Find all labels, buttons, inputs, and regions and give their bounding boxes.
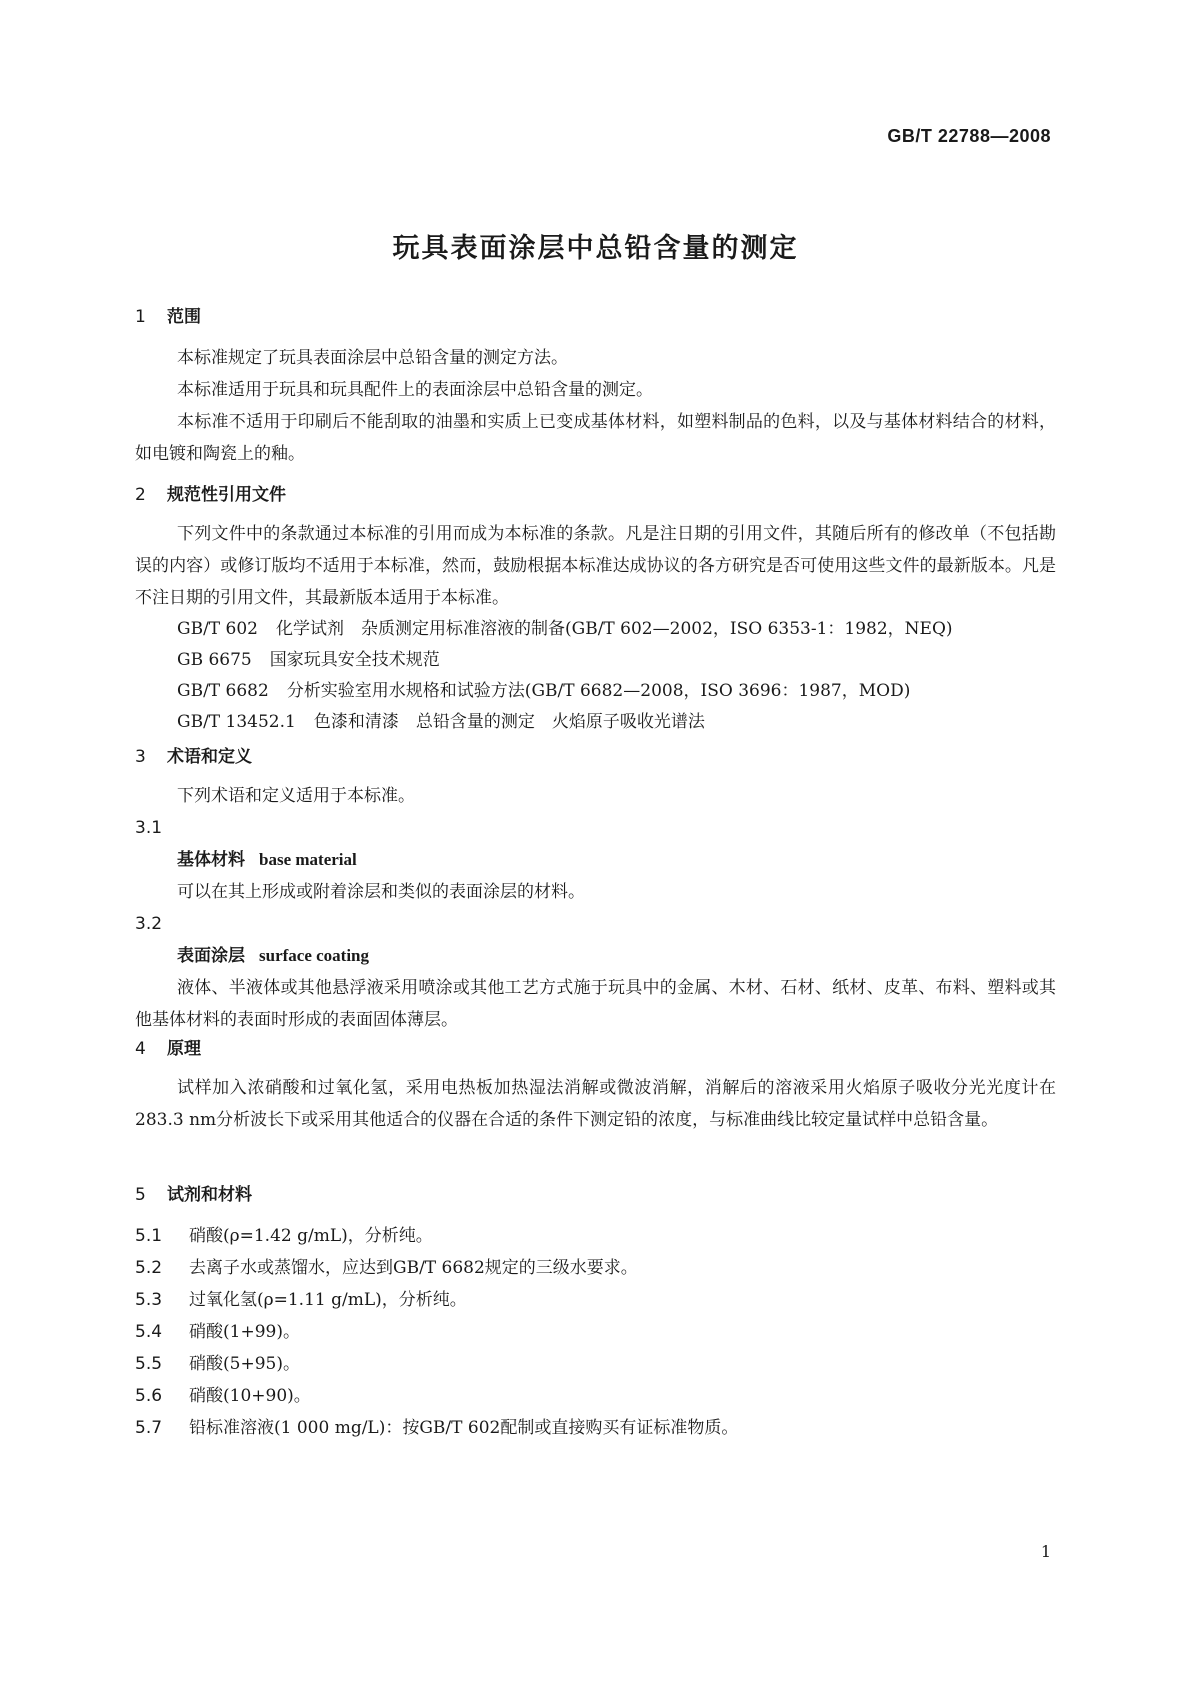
section-reagents-body (135, 1220, 1056, 1444)
reagent-item (135, 1252, 1056, 1284)
reagent-item (135, 1348, 1056, 1380)
section-normative-references (135, 480, 1056, 505)
section-title: 原理 (167, 1039, 201, 1059)
item-text: 过氧化氢(ρ=1.11 g/mL)，分析纯。 (189, 1290, 467, 1310)
reference-code: GB/T 602 (177, 619, 258, 639)
reference-item (135, 676, 1056, 707)
item-number: 5.7 (135, 1418, 163, 1438)
reference-item (135, 645, 1056, 676)
section-heading (135, 302, 1056, 327)
reference-title: 色漆和清漆 总铅含量的测定 火焰原子吸收光谱法 (313, 712, 705, 732)
section-principle (135, 1034, 1056, 1059)
section-heading (135, 1034, 1056, 1059)
term-heading (135, 844, 1056, 876)
paragraph: 本标准规定了玩具表面涂层中总铅含量的测定方法。 (177, 348, 568, 368)
section-references-body (135, 518, 1056, 738)
section-heading (135, 480, 1056, 505)
item-number: 5.5 (135, 1354, 163, 1374)
section-terms (135, 742, 1056, 767)
section-number: 3 (135, 747, 146, 767)
term-number: 3.2 (135, 914, 163, 934)
item-text: 硝酸(10+90)。 (189, 1386, 311, 1406)
reference-code: GB/T 6682 (177, 681, 269, 701)
reference-title: 分析实验室用水规格和试验方法(GB/T 6682—2008，ISO 3696：1987，MOD) (286, 681, 911, 701)
section-title: 试剂和材料 (167, 1185, 252, 1205)
term-zh: 基体材料 (177, 850, 245, 870)
paragraph: 本标准适用于玩具和玩具配件上的表面涂层中总铅含量的测定。 (177, 380, 653, 400)
reference-code: GB 6675 (177, 650, 252, 670)
term-zh: 表面涂层 (177, 946, 245, 966)
item-text: 硝酸(5+95)。 (189, 1354, 300, 1374)
section-title: 规范性引用文件 (167, 485, 286, 505)
term-definition: 可以在其上形成或附着涂层和类似的表面涂层的材料。 (177, 882, 585, 902)
item-text: 硝酸(1+99)。 (189, 1322, 300, 1342)
item-number: 5.6 (135, 1386, 163, 1406)
page-number: 1 (1040, 1542, 1051, 1561)
item-text: 去离子水或蒸馏水，应达到GB/T 6682规定的三级水要求。 (189, 1258, 638, 1278)
reagent-item (135, 1220, 1056, 1252)
section-number: 5 (135, 1185, 146, 1205)
reference-code: GB/T 13452.1 (177, 712, 296, 732)
item-number: 5.3 (135, 1290, 163, 1310)
reference-title: 化学试剂 杂质测定用标准溶液的制备(GB/T 602—2002，ISO 6353-1：1982，NEQ) (276, 619, 953, 639)
reference-item (135, 614, 1056, 645)
paragraph: 下列术语和定义适用于本标准。 (177, 786, 415, 806)
section-number: 4 (135, 1039, 146, 1059)
section-reagents (135, 1180, 1056, 1205)
reference-title: 国家玩具安全技术规范 (269, 650, 440, 670)
term-heading (135, 940, 1056, 972)
section-heading (135, 1180, 1056, 1205)
term-definition: 液体、半液体或其他悬浮液采用喷涂或其他工艺方式施于玩具中的金属、木材、石材、纸材、皮革、布料、塑料或其他基体材料的表面时形成的表面固体薄层。 (135, 978, 1056, 1030)
page-title: 玩具表面涂层中总铅含量的测定 (392, 233, 799, 264)
reagent-item (135, 1284, 1056, 1316)
reference-item (135, 707, 1056, 738)
item-number: 5.1 (135, 1226, 163, 1246)
item-number: 5.4 (135, 1322, 163, 1342)
reagent-item (135, 1412, 1056, 1444)
section-scope-body (135, 342, 1056, 470)
term-number: 3.1 (135, 818, 163, 838)
item-text: 硝酸(ρ=1.42 g/mL)，分析纯。 (189, 1226, 433, 1246)
section-principle-body (135, 1072, 1056, 1136)
term-en: surface coating (259, 946, 370, 965)
section-scope (135, 302, 1056, 327)
reagent-item (135, 1316, 1056, 1348)
item-text: 铅标准溶液(1 000 mg/L)：按GB/T 602配制或直接购买有证标准物质。 (189, 1418, 739, 1438)
section-title: 术语和定义 (167, 747, 252, 767)
paragraph: 试样加入浓硝酸和过氧化氢，采用电热板加热湿法消解或微波消解，消解后的溶液采用火焰原子吸收分光光度计在283.3 nm分析波长下或采用其他适合的仪器在合适的条件下测定铅的浓度，与标准曲线比较定量试样中总铅含量。 (135, 1078, 1056, 1130)
section-number: 1 (135, 307, 146, 327)
paragraph: 下列文件中的条款通过本标准的引用而成为本标准的条款。凡是注日期的引用文件，其随后所有的修改单（不包括勘误的内容）或修订版均不适用于本标准，然而，鼓励根据本标准达成协议的各方研究是否可使用这些文件的最新版本。凡是不注日期的引用文件，其最新版本适用于本标准。 (135, 524, 1056, 608)
section-terms-body (135, 780, 1056, 1036)
term-en: base material (259, 850, 357, 869)
section-number: 2 (135, 485, 146, 505)
item-number: 5.2 (135, 1258, 163, 1278)
section-title: 范围 (167, 307, 201, 327)
standard-number: GB/T 22788—2008 (887, 126, 1051, 146)
paragraph: 本标准不适用于印刷后不能刮取的油墨和实质上已变成基体材料，如塑料制品的色料，以及与基体材料结合的材料，如电镀和陶瓷上的釉。 (135, 412, 1056, 464)
reagent-item (135, 1380, 1056, 1412)
section-heading (135, 742, 1056, 767)
